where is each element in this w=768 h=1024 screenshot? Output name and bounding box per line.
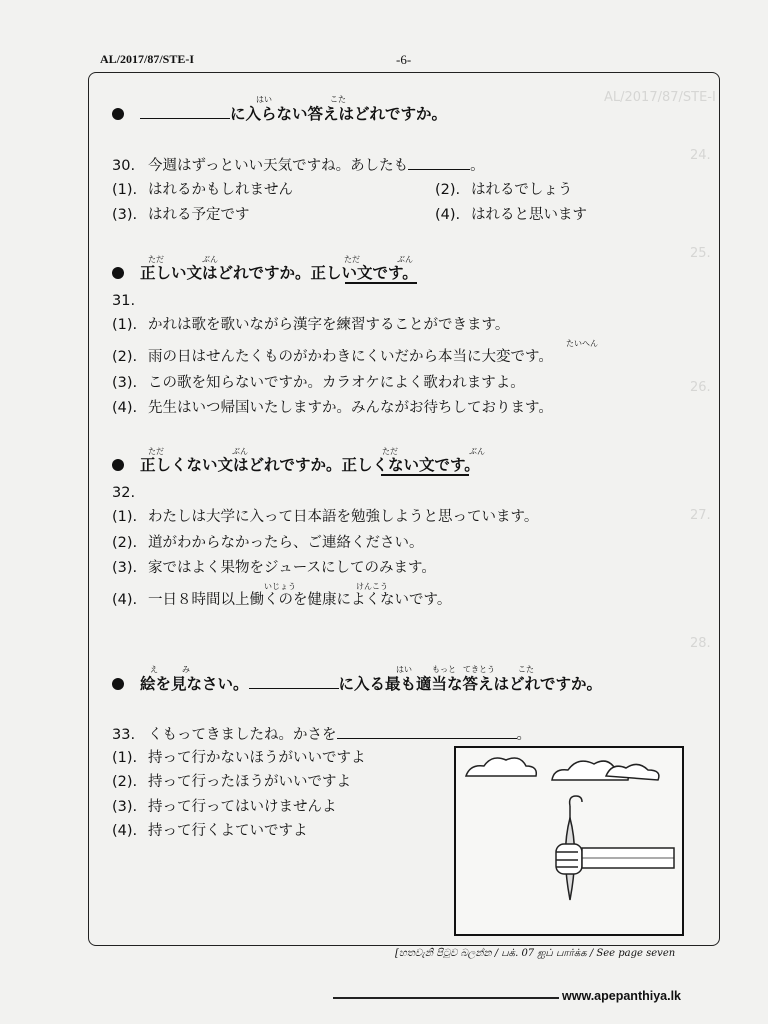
furigana: はい — [256, 95, 272, 104]
furigana: ぶん — [397, 255, 413, 264]
option-text: はれるかもしれません — [148, 182, 293, 198]
option-number: (4). — [112, 823, 138, 839]
option-32-4[interactable] — [112, 591, 451, 609]
option-33-3[interactable] — [112, 798, 337, 816]
emphasis-underline — [381, 474, 469, 476]
bullet-icon — [112, 678, 124, 690]
furigana: ぶん — [469, 447, 485, 456]
emphasis-underline — [345, 282, 417, 284]
option-text: 持って行くよていですよ — [148, 823, 308, 839]
instruction-4-pre: 絵を見なさい。 — [140, 675, 249, 693]
option-number: (2). — [112, 774, 138, 790]
furigana: たいへん — [566, 339, 598, 348]
furigana: ぶん — [232, 447, 248, 456]
clouds-umbrella-illustration — [456, 748, 682, 934]
option-number: (4). — [112, 592, 138, 608]
answer-blank — [140, 104, 230, 119]
instruction-1 — [112, 104, 447, 123]
option-number: (2). — [112, 349, 138, 365]
furigana: こた — [330, 95, 346, 104]
option-30-1[interactable] — [112, 181, 293, 199]
option-31-1[interactable] — [112, 316, 509, 334]
furigana: ただ — [344, 255, 360, 264]
instruction-2 — [112, 264, 418, 282]
option-number: (4). — [112, 400, 138, 416]
option-number: (2). — [112, 535, 138, 551]
furigana: ただ — [148, 447, 164, 456]
option-text: かれは歌を歌いながら漢字を練習することができます。 — [148, 317, 510, 333]
question-30 — [112, 155, 485, 175]
instruction-3 — [112, 456, 480, 474]
instruction-2-text: 正しい文はどれですか。正しい文です。 — [140, 264, 418, 282]
option-number: (1). — [112, 750, 138, 766]
option-number: (2). — [435, 182, 461, 198]
option-number: (1). — [112, 182, 138, 198]
option-text: 持って行ったほうがいいですよ — [148, 774, 351, 790]
answer-blank — [249, 674, 339, 689]
option-text: はれると思います — [471, 207, 587, 223]
clouds-icon — [466, 758, 659, 780]
furigana: けんこう — [356, 582, 388, 591]
instruction-4-post: に入る最も適当な答えはどれですか。 — [338, 675, 603, 693]
option-32-1[interactable] — [112, 508, 538, 526]
furigana: はい — [396, 665, 412, 674]
option-number: (1). — [112, 509, 138, 525]
option-number: (3). — [112, 375, 138, 391]
option-text: 道がわからなかったら、ご連絡ください。 — [148, 535, 424, 551]
stem-end: 。 — [470, 158, 485, 174]
furigana: み — [182, 665, 190, 674]
option-text: 家ではよく果物をジュースにしてのみます。 — [148, 560, 436, 576]
question-number: 33. — [112, 727, 136, 743]
question-number: 32. — [112, 485, 136, 501]
option-31-3[interactable] — [112, 374, 525, 392]
option-text: はれるでしょう — [471, 182, 573, 198]
option-text: はれる予定です — [148, 207, 250, 223]
paper-code: AL/2017/87/STE-I — [100, 52, 195, 66]
bullet-icon — [112, 108, 124, 120]
question-stem: 今週はずっといい天気ですね。あしたも — [148, 158, 409, 174]
umbrella-picture — [454, 746, 684, 936]
question-stem: くもってきましたね。かさを — [148, 727, 337, 743]
option-text: 先生はいつ帰国いたしますか。みんながお待ちしております。 — [148, 400, 553, 416]
question-number: 31. — [112, 293, 136, 309]
hand-icon — [556, 844, 674, 874]
page-number: -6- — [396, 52, 412, 67]
answer-blank — [337, 724, 517, 739]
option-31-4[interactable] — [112, 399, 553, 417]
website-link[interactable]: www.apepanthiya.lk — [562, 989, 682, 1003]
question-number: 30. — [112, 158, 136, 174]
option-number: (1). — [112, 317, 138, 333]
instruction-1-text: に入らない答えはどれですか。 — [230, 105, 448, 123]
furigana: てきとう — [463, 665, 495, 674]
furigana: もっと — [432, 665, 456, 674]
furigana: いじょう — [264, 582, 296, 591]
bullet-icon — [112, 459, 124, 471]
furigana: ぶん — [202, 255, 218, 264]
option-30-2[interactable] — [435, 181, 572, 199]
option-32-3[interactable] — [112, 559, 436, 577]
option-30-3[interactable] — [112, 206, 250, 224]
option-text: 雨の日はせんたくものがかわきにくいだから本当に大変です。 — [148, 349, 553, 365]
bullet-icon — [112, 267, 124, 279]
option-33-4[interactable] — [112, 822, 308, 840]
option-32-2[interactable] — [112, 534, 424, 552]
footer-divider — [333, 997, 559, 999]
stem-end: 。 — [516, 727, 531, 743]
option-text: 持って行かないほうがいいですよ — [148, 750, 366, 766]
option-number: (4). — [435, 207, 461, 223]
see-next-page-note: [හතවැනි පිටුව බලන්න / பக். 07 ஐப் பார்க்க / See page seven — [395, 948, 676, 959]
answer-blank — [408, 155, 470, 170]
instruction-3-text: 正しくない文はどれですか。正しくない文です。 — [140, 456, 480, 474]
furigana: ただ — [148, 255, 164, 264]
question-33 — [112, 724, 531, 744]
option-33-2[interactable] — [112, 773, 351, 791]
option-number: (3). — [112, 207, 138, 223]
option-text: 一日８時間以上働くのを健康によくないです。 — [148, 592, 452, 608]
furigana: こた — [518, 665, 534, 674]
option-text: わたしは大学に入って日本語を勉強しようと思っています。 — [148, 509, 539, 525]
option-31-2[interactable] — [112, 348, 553, 366]
option-33-1[interactable] — [112, 749, 366, 767]
instruction-4 — [112, 674, 602, 693]
furigana: ただ — [382, 447, 398, 456]
option-30-4[interactable] — [435, 206, 587, 224]
furigana: え — [150, 665, 158, 674]
option-text: この歌を知らないですか。カラオケによく歌われますよ。 — [148, 375, 525, 391]
option-text: 持って行ってはいけませんよ — [148, 799, 337, 815]
option-number: (3). — [112, 560, 138, 576]
option-number: (3). — [112, 799, 138, 815]
